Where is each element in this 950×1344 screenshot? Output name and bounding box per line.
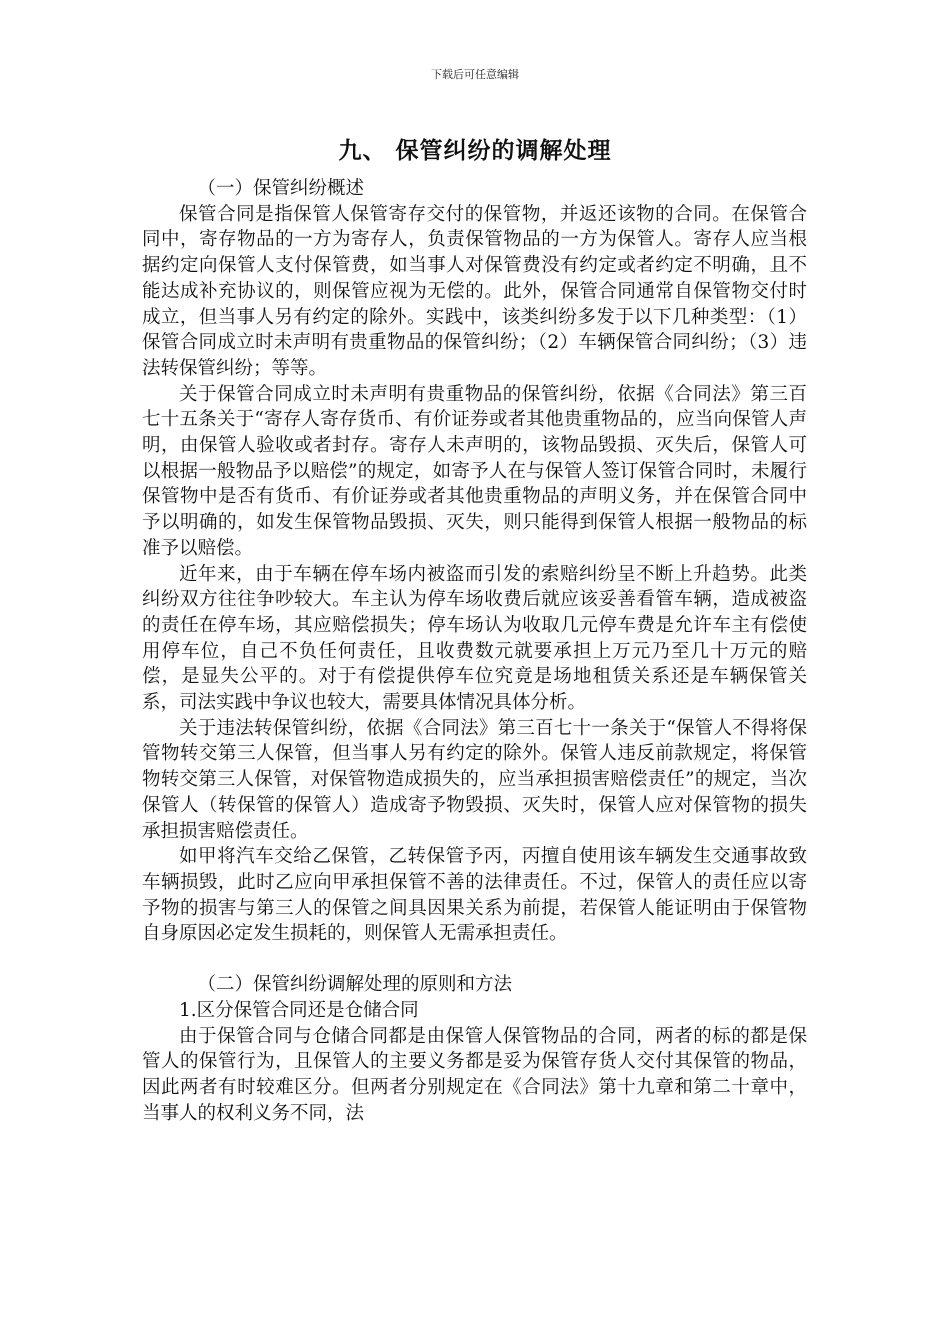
subsection-heading: 1.区分保管合同还是仓储合同: [179, 999, 419, 1021]
document-body: [142, 176, 807, 1126]
paragraph: 如甲将汽车交给乙保管，乙转保管予丙，丙擅自使用该车辆发生交通事故致车辆损毁，此时乙应向甲承担保管不善的法律责任。不过，保管人的责任应以寄予物的损害与第三人的保管之间具因果关系为前提，若保管人能证明由于保管物自身原因必定发生损耗的，则保管人无需承担责任。: [142, 846, 807, 945]
section-heading: （二）保管纠纷调解处理的原则和方法: [197, 974, 513, 996]
paragraph: 由于保管合同与仓储合同都是由保管人保管物品的合同，两者的标的都是保管人的保管行为，且保管人的主要义务都是妥为保管存货人交付其保管的物品，因此两者有时较难区分。但两者分别规定在《合同法》第十九章和第二十章中，当事人的权利义务不同，法: [142, 1025, 807, 1124]
paragraph: 近年来，由于车辆在停车场内被盗而引发的索赔纠纷呈不断上升趋势。此类纠纷双方往往争吵较大。车主认为停车场收费后就应该妥善看管车辆，造成被盗的责任在停车场，其应赔偿损失；停车场认为收取几元停车费是允许车主有偿使用停车位，自己不负任何责任，且收费数元就要承担上万元乃至几十万元的赔偿，是显失公平的。对于有偿提供停车位究竟是场地租赁关系还是车辆保管关系，司法实践中争议也较大，需要具体情况具体分析。: [142, 563, 807, 714]
section-heading: （一）保管纠纷概述: [197, 178, 365, 199]
paragraph: 保管合同是指保管人保管寄存交付的保管物，并返还该物的合同。在保管合同中，寄存物品的一方为寄存人，负责保管物品的一方为保管人。寄存人应当根据约定向保管人支付保管费，如当事人对保管费没有约定或者约定不明确，且不能达成补充协议的，则保管应视为无偿的。此外，保管合同通常自保管物交付时成立，但当事人另有约定的除外。实践中，该类纠纷多发于以下几种类型：（1）保管合同成立时未声明有贵重物品的保管纠纷；（2）车辆保管合同纠纷；（3）违法转保管纠纷；等等。: [142, 203, 807, 379]
header-note: 下载后可任意编辑: [431, 68, 519, 81]
paragraph: 关于保管合同成立时未声明有贵重物品的保管纠纷，依据《合同法》第三百七十五条关于“寄存人寄存货币、有价证券或者其他贵重物品的，应当向保管人声明，由保管人验收或者封存。寄存人未声明的，该物品毁损、灭失后，保管人可以根据一般物品予以赔偿”的规定，如寄予人在与保管人签订保管合同时，未履行保管物中是否有货币、有价证券或者其他贵重物品的声明义务，并在保管合同中予以明确的，如发生保管物品毁损、灭失，则只能得到保管人根据一般物品的标准予以赔偿。: [142, 383, 807, 559]
paragraph: 关于违法转保管纠纷，依据《合同法》第三百七十一条关于“保管人不得将保管物转交第三人保管，但当事人另有约定的除外。保管人违反前款规定，将保管物转交第三人保管，对保管物造成损失的，应当承担损害赔偿责任”的规定，当次保管人（转保管的保管人）造成寄予物毁损、灭失时，保管人应对保管物的损失承担损害赔偿责任。: [142, 717, 807, 842]
page-title: 九、 保管纠纷的调解处理: [338, 137, 612, 164]
